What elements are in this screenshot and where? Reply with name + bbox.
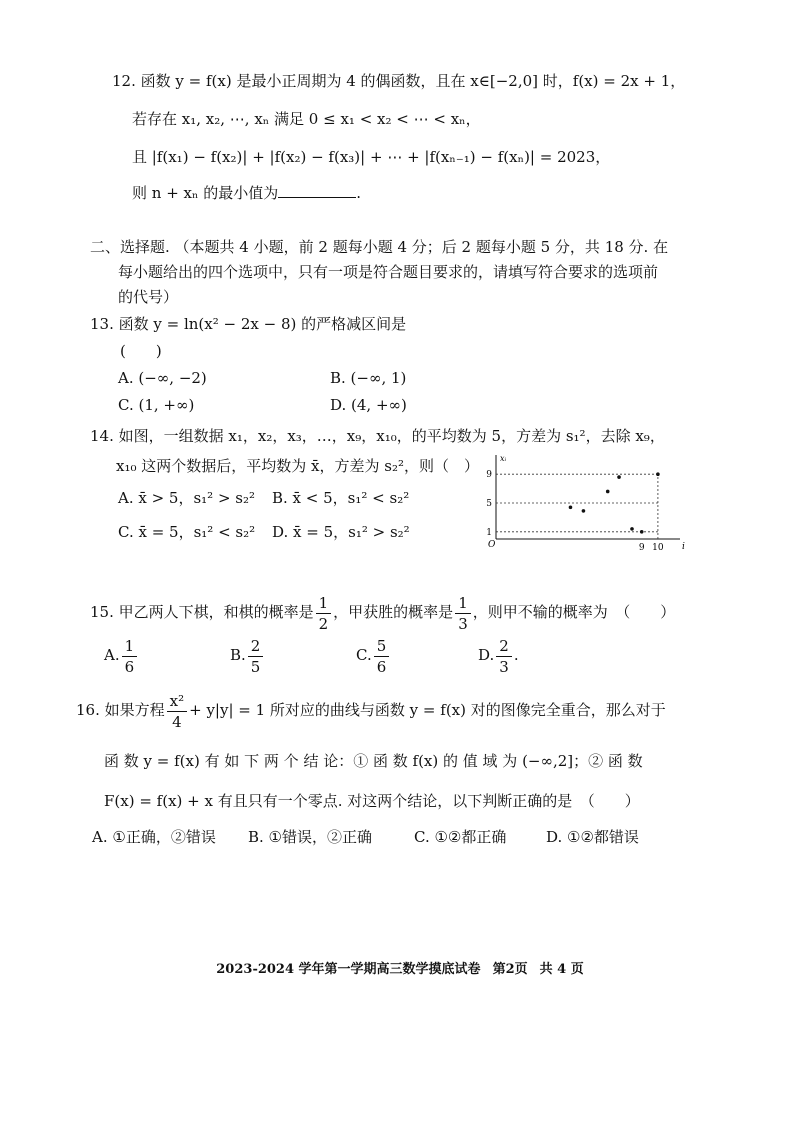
q15-stem xyxy=(90,590,675,634)
q13-stem: 13. 函数 y = ln(x² − 2x − 8) 的严格减区间是 xyxy=(90,315,407,333)
data-point xyxy=(569,506,573,510)
q15-option-a-den: 6 xyxy=(124,657,135,676)
footer-page: 第2页 xyxy=(492,962,528,977)
data-point xyxy=(630,527,634,531)
data-point xyxy=(582,509,586,513)
q16-line2: 函 数 y = f(x) 有 如 下 两 个 结 论：① 函 数 f(x) 的 值 域 为 (−∞,2]；② 函 数 xyxy=(104,752,643,770)
footer-title: 2023-2024 学年第一学期高三数学摸底试卷 xyxy=(216,962,481,977)
q15-frac-win-den: 3 xyxy=(458,614,468,633)
q16-frac xyxy=(167,691,187,732)
x-tick-label: 10 xyxy=(652,543,664,553)
section2-line3: 的代号） xyxy=(118,288,179,306)
q13-option-d[interactable]: D. (4, +∞) xyxy=(330,396,407,414)
q14-option-c[interactable]: C. x̄ = 5，s₁² < s₂² xyxy=(118,523,256,541)
x-tick-label: 9 xyxy=(638,543,645,553)
q15-frac-draw-num: 1 xyxy=(316,593,332,614)
q15-stem-b: ，甲获胜的概率是 xyxy=(333,603,454,621)
y-tick-label: 9 xyxy=(486,470,492,481)
section2-line1: 二、选择题. （本题共 4 小题，前 2 题每小题 4 分；后 2 题每小题 5 分，共 18 分. 在 xyxy=(90,238,669,256)
y-tick-label: 5 xyxy=(486,499,492,509)
q14-line2: x₁₀ 这两个数据后，平均数为 x̄，方差为 s₂²，则（ ） xyxy=(116,457,479,475)
footer-total: 共 4 页 xyxy=(539,962,584,977)
q15-option-b-den: 5 xyxy=(250,657,261,676)
q12-line2: 若存在 x₁, x₂, ⋯, xₙ 满足 0 ≤ x₁ < x₂ < ⋯ < xₙ， xyxy=(132,110,481,128)
q15-option-a-num: 1 xyxy=(122,636,138,657)
q12-line4 xyxy=(132,182,361,204)
q16-frac-den: 4 xyxy=(172,712,182,731)
q14-line1: 14. 如图，一组数据 x₁，x₂，x₃，…，x₉，x₁₀，的平均数为 5，方差为 s₁²，去除 x₉， xyxy=(90,427,665,445)
q16-option-a[interactable]: A. ①正确，②错误 xyxy=(92,828,216,846)
q15-frac-draw-den: 2 xyxy=(318,614,329,633)
y-tick-label: 1 xyxy=(486,527,492,538)
q14-option-d[interactable]: D. x̄ = 5，s₁² > s₂² xyxy=(272,523,410,541)
section2-line2: 每小题给出的四个选项中，只有一项是符合题目要求的，请填写符合要求的选项前 xyxy=(118,263,659,281)
q14-option-b[interactable]: B. x̄ < 5，s₁² < s₂² xyxy=(272,489,410,507)
origin-label: O xyxy=(488,540,496,550)
data-point xyxy=(617,475,621,479)
q15-option-c[interactable] xyxy=(356,633,391,677)
q15-option-d-tail: . xyxy=(513,646,519,664)
q16-line3: F(x) = f(x) + x 有且只有一个零点. 对这两个结论，以下判断正确的是 （ ） xyxy=(104,792,640,810)
q15-option-c-label: C. xyxy=(356,646,372,664)
q13-option-b[interactable]: B. (−∞, 1) xyxy=(330,369,407,387)
q16-option-b[interactable]: B. ①错误，②正确 xyxy=(248,828,373,846)
data-point xyxy=(640,530,644,534)
data-point xyxy=(606,490,610,494)
data-point xyxy=(656,472,660,476)
q16-stem xyxy=(76,688,666,732)
q12-line4-suffix: . xyxy=(356,184,362,202)
q16-stem-a: 16. 如果方程 xyxy=(76,701,165,719)
q15-stem-c: ，则甲不输的概率为 （ ） xyxy=(472,603,676,621)
q15-frac-draw xyxy=(316,593,332,634)
q16-stem-b: + y|y| = 1 所对应的曲线与函数 y = f(x) 对的图像完全重合，那么对于 xyxy=(189,701,666,719)
answer-blank[interactable] xyxy=(278,183,356,198)
q15-option-d-den: 3 xyxy=(499,657,509,676)
q16-option-c[interactable]: C. ①②都正确 xyxy=(414,828,507,846)
q12-line4-prefix: 则 n + xₙ 的最小值为 xyxy=(132,184,279,202)
q13-paren: ( ) xyxy=(120,342,162,360)
y-axis-label: xᵢ xyxy=(500,455,507,463)
q12-line3: 且 |f(x₁) − f(x₂)| + |f(x₂) − f(x₃)| + ⋯ + |f(xₙ₋₁) − f(xₙ)| = 2023， xyxy=(132,148,611,166)
q15-option-a[interactable] xyxy=(104,633,139,677)
q13-option-a[interactable]: A. (−∞, −2) xyxy=(118,369,207,387)
q15-option-c-den: 6 xyxy=(376,657,387,676)
x-axis-label: i xyxy=(682,542,685,552)
q15-option-b[interactable] xyxy=(230,633,265,677)
q15-stem-a: 15. 甲乙两人下棋，和棋的概率是 xyxy=(90,603,314,621)
page-footer xyxy=(0,958,800,977)
q13-option-c[interactable]: C. (1, +∞) xyxy=(118,396,195,414)
q12-line1: 12. 函数 y = f(x) 是最小正周期为 4 的偶函数，且在 x∈[−2,0] 时，f(x) = 2x + 1， xyxy=(112,72,686,90)
q15-option-b-label: B. xyxy=(230,646,246,664)
q14-scatter-chart xyxy=(478,455,688,555)
q15-option-d-label: D. xyxy=(478,646,495,664)
q14-option-a[interactable]: A. x̄ > 5，s₁² > s₂² xyxy=(118,489,256,507)
q15-frac-win-num: 1 xyxy=(455,593,471,614)
q16-frac-num: x² xyxy=(167,691,187,712)
q16-option-d[interactable]: D. ①②都错误 xyxy=(546,828,639,846)
q15-option-b-num: 2 xyxy=(248,636,264,657)
q15-option-d-num: 2 xyxy=(496,636,512,657)
q15-frac-win xyxy=(455,593,471,634)
q15-option-c-num: 5 xyxy=(374,636,390,657)
q15-option-a-label: A. xyxy=(104,646,120,664)
q15-option-d[interactable] xyxy=(478,633,519,677)
